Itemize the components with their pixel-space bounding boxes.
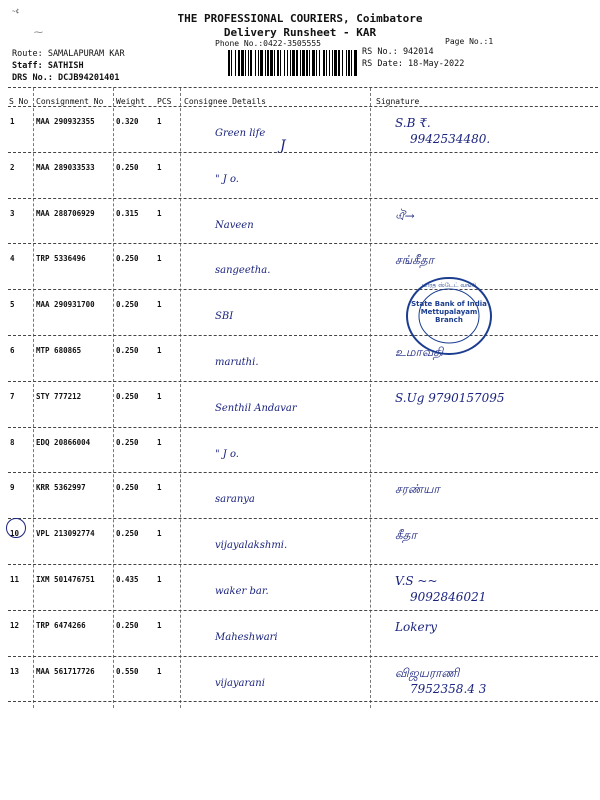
row-separator [8, 472, 598, 473]
row-signature: S.Ug 9790157095 [395, 390, 505, 405]
row-consignee-details: " J o. [215, 173, 239, 185]
row-weight: 0.250 [116, 254, 139, 264]
row-signature: சரண்யா [395, 482, 440, 497]
row-consignee-details-2: J [280, 138, 286, 154]
rs-number: RS No.: 942014 [362, 47, 434, 57]
row-weight: 0.250 [116, 162, 139, 172]
col-signature: Signature [376, 97, 420, 106]
row-pcs: 1 [157, 437, 162, 447]
row-sno: 11 [10, 575, 20, 584]
drs-number: DRS No.: DCJB94201401 [12, 73, 120, 83]
company-title: THE PROFESSIONAL COURIERS, Coimbatore [177, 12, 423, 25]
row-consignment-no: MAA 290932355 [36, 117, 95, 126]
row-pcs: 1 [157, 162, 162, 172]
row-consignment-no: IXM 501476751 [36, 575, 95, 584]
row-separator [8, 610, 598, 611]
corner-mark: ~¢ [12, 8, 20, 15]
stamp-text [410, 300, 488, 324]
row-weight: 0.315 [116, 208, 139, 218]
row-sno: 4 [10, 254, 15, 264]
divider-2 [113, 88, 114, 708]
divider-3 [180, 88, 181, 708]
row-separator [8, 381, 598, 382]
row-signature: சங்கீதா [395, 253, 434, 268]
row-sno: 2 [10, 162, 15, 172]
row-consignee-details: Senthil Andavar [215, 402, 297, 414]
row-sno: 8 [10, 437, 15, 447]
row-signature: S.B ₹. [395, 116, 431, 130]
runsheet-title: Delivery Runsheet - KAR [223, 26, 377, 39]
row-consignment-no: TRP 5336496 [36, 254, 86, 264]
row-separator [8, 198, 598, 199]
row-consignment-no: KRR 5362997 [36, 483, 86, 493]
row-pcs: 1 [157, 575, 162, 584]
row-weight: 0.250 [116, 437, 139, 447]
row-pcs: 1 [157, 666, 162, 676]
row-consignee-details: saranya [215, 494, 255, 506]
col-consignment: Consignment No [36, 97, 104, 106]
row-signature: உமாவதி [395, 345, 444, 359]
row-consignment-no: MAA 561717726 [36, 666, 95, 676]
row-sno: 7 [10, 391, 15, 401]
row-signature: ঐ→ [395, 208, 415, 223]
row-weight: 0.250 [116, 483, 139, 493]
row-weight: 0.250 [116, 391, 139, 401]
row-consignee-details: Maheshwari [215, 631, 278, 643]
row-sno: 13 [10, 666, 20, 676]
row-sno: 3 [10, 208, 15, 218]
row-weight: 0.250 [116, 529, 139, 539]
scribble-mark: ⁓ [34, 28, 43, 38]
row-consignment-no: MTP 680865 [36, 346, 82, 355]
row-consignee-details: " J o. [215, 448, 239, 460]
row-consignee-details: maruthi. [215, 357, 259, 368]
row-weight: 0.250 [116, 620, 139, 630]
col-pcs: PCS [157, 97, 172, 106]
row-signature: V.S ~~ [395, 574, 438, 588]
row-weight: 0.320 [116, 117, 139, 126]
row-sno: 9 [10, 483, 15, 493]
row-consignee-details: sangeetha. [215, 265, 271, 277]
row-consignment-no: STY 777212 [36, 391, 82, 401]
row-signature-2: 7952358.4 3 [410, 681, 487, 696]
row-pcs: 1 [157, 300, 162, 310]
row-consignment-no: MAA 290931700 [36, 300, 95, 310]
route-label: Route: SAMALAPURAM KAR [12, 49, 125, 59]
row-consignee-details: Green life [215, 128, 266, 139]
row-separator [8, 289, 598, 290]
row-weight: 0.435 [116, 575, 139, 584]
row-sno: 12 [10, 620, 20, 630]
barcode-icon [228, 50, 360, 76]
divider-1 [33, 88, 34, 708]
divider-4 [370, 88, 371, 708]
row-weight: 0.550 [116, 666, 139, 676]
col-consignee-details: Consignee Details [184, 97, 266, 106]
row-sno: 5 [10, 300, 15, 310]
row-signature: Lokery [395, 619, 438, 634]
row-consignee-details: Naveen [215, 219, 254, 231]
rs-date: RS Date: 18-May-2022 [362, 59, 465, 69]
row-weight: 0.250 [116, 346, 139, 355]
row-pcs: 1 [157, 483, 162, 493]
row-pcs: 1 [157, 208, 162, 218]
row-separator [8, 427, 598, 428]
row-consignee-details: vijayalakshmi. [215, 540, 288, 552]
phone-number: Phone No.:0422-3505555 [215, 39, 321, 48]
row-consignment-no: TRP 6474266 [36, 620, 86, 630]
row-separator [8, 152, 598, 153]
row-consignee-details: waker bar. [215, 586, 269, 597]
row-consignment-no: VPL 213092774 [36, 529, 95, 539]
row-sno: 6 [10, 346, 15, 355]
row-consignee-details: vijayarani [215, 677, 265, 689]
row-signature-2: 9092846021 [410, 590, 487, 604]
col-weight: Weight [116, 97, 145, 106]
row-separator [8, 518, 598, 519]
staff-label: Staff: SATHISH [12, 61, 84, 71]
row-signature: கீதா [395, 528, 417, 543]
row-pcs: 1 [157, 346, 162, 355]
row-sno: 10 [10, 529, 20, 539]
row-consignment-no: MAA 289033533 [36, 162, 95, 172]
row-pcs: 1 [157, 620, 162, 630]
row-pcs: 1 [157, 391, 162, 401]
row-separator [8, 335, 598, 336]
row-pcs: 1 [157, 254, 162, 264]
header-rule-top [8, 87, 598, 88]
row-pcs: 1 [157, 117, 162, 126]
row-signature-2: 9942534480. [410, 132, 491, 146]
row-separator [8, 701, 598, 702]
stamp-line-3: Branch [435, 316, 463, 324]
page-number: Page No.:1 [445, 37, 494, 46]
row-consignment-no: EDQ 20866004 [36, 437, 91, 447]
row-separator [8, 243, 598, 244]
row-consignment-no: MAA 288706929 [36, 208, 95, 218]
stamp-line-2: Mettupalayam [420, 308, 478, 316]
stamp-tamil: பாரத ஸ்டேட் வங்கி [421, 282, 477, 289]
row-separator [8, 564, 598, 565]
row-10-circle-mark [6, 518, 26, 538]
col-sno: S No [9, 97, 29, 106]
row-consignee-details: SBI [215, 311, 234, 323]
row-pcs: 1 [157, 529, 162, 539]
row-separator [8, 656, 598, 657]
stamp-line-1: State Bank of India [411, 300, 487, 308]
row-sno: 1 [10, 117, 15, 126]
header-rule-bottom [8, 106, 598, 107]
row-signature: விஜயராணி [395, 665, 460, 680]
row-weight: 0.250 [116, 300, 139, 310]
